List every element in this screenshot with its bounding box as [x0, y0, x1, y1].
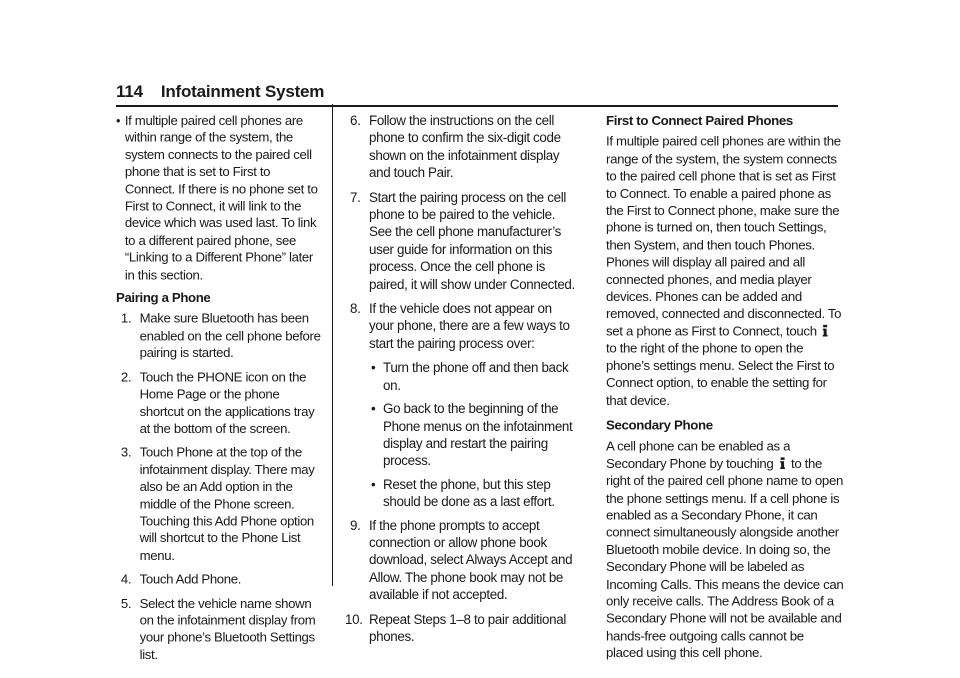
step-item: [116, 595, 323, 664]
step-text: Make sure Bluetooth has been enabled on the cell phone before pairing is started.: [139, 311, 321, 361]
sub-bullet-text: Turn the phone off and then back on.: [383, 360, 569, 393]
step-text: Touch the PHONE icon on the Home Page or the phone shortcut on the applications tray at the bottom of the screen.: [139, 369, 315, 436]
step-number: 5.: [120, 595, 132, 611]
step-number: 10.: [345, 611, 363, 627]
step-item: [345, 189, 577, 293]
column-divider: [332, 104, 333, 586]
step-item: [116, 571, 323, 588]
step-text: Touch Phone at the top of the infotainment display. There may also be an Add option in the middle of the Phone screen. Touching this Add Phone option will shortcut to the Phone List menu.: [139, 444, 315, 563]
paragraph: [606, 438, 843, 662]
step-text: If the vehicle does not appear on your phone, there are a few ways to start the pairing process over:: [369, 301, 570, 351]
step-item: [345, 517, 577, 604]
bullet-glyph: •: [116, 112, 121, 128]
step-text: If the phone prompts to accept connection or allow phone book download, select Always Accept and Allow. The phone book may not be available if not accepted.: [369, 517, 573, 603]
step-item: [116, 369, 323, 438]
sub-list-item: [345, 359, 577, 394]
list-item: [116, 112, 323, 283]
step-number: 6.: [350, 113, 361, 128]
section-title: Infotainment System: [160, 82, 325, 101]
page-number: 114: [116, 82, 143, 101]
paragraph-text: If multiple paired cell phones are within the range of the system, the system connects to the paired cell phone that is set as First to Connect. To enable a paired phone as the First to Connect phone, make sure the phone is turned on, then touch Settings, then System, and then touch Phones. Phones will display all paired and all connected phones, and media player devices. Phones can be added and removed, connected and disconnected. To set a phone as First to Connect, touch: [606, 134, 842, 339]
step-text: Select the vehicle name shown on the infotainment display from your phone’s Bluetooth Settings list.: [139, 595, 316, 662]
step-item: [116, 310, 323, 361]
column-right: [606, 112, 843, 670]
header-rule: [116, 105, 838, 107]
step-number: 4.: [120, 571, 132, 587]
paragraph-text: A cell phone can be enabled as a Secondary Phone by touching: [606, 438, 791, 471]
step-item: [345, 112, 577, 182]
column-left: [116, 112, 323, 670]
sub-list-item: [345, 476, 577, 511]
step-item: [116, 444, 323, 564]
paragraph: [606, 133, 843, 409]
page-header: [116, 82, 324, 102]
step-number: 7.: [350, 189, 361, 205]
bullet-glyph: •: [371, 476, 376, 492]
paragraph-text: to the right of the phone to open the phone’s settings menu. Select the First to Connect option, to enable the setting for that device.: [606, 340, 835, 408]
sub-bullet-text: Go back to the beginning of the Phone menus on the infotainment display and restart the pairing process.: [383, 401, 573, 469]
step-number: 8.: [350, 301, 361, 317]
sub-bullet-text: Reset the phone, but this step should be done as a last effort.: [383, 476, 555, 510]
step-text: Touch Add Phone.: [139, 571, 242, 587]
subheading-first-to-connect: First to Connect Paired Phones: [606, 112, 793, 128]
info-icon: [823, 325, 828, 337]
bullet-glyph: •: [371, 401, 376, 417]
step-number: 1.: [120, 311, 132, 327]
step-text: Follow the instructions on the cell phone to confirm the six-digit code shown on the infotainment display and touch Pair.: [369, 113, 561, 181]
step-text: Start the pairing process on the cell phone to be paired to the vehicle. See the cell phone manufacturer’s user guide for information on this process. Once the cell phone is paired, it will show under Connected.: [369, 189, 575, 292]
info-icon: [780, 457, 785, 469]
subheading-secondary-phone: Secondary Phone: [606, 417, 713, 433]
subheading-pairing-a-phone: Pairing a Phone: [116, 290, 211, 305]
paragraph-text: to the right of the paired cell phone name to open the phone settings menu. If a cell phone is enabled as a Secondary Phone, it can connect simultaneously alongside another Bluetooth mobile device. In doing so, the Secondary Phone will be labeled as Incoming Calls. This means the device can only receive calls. The Address Book of a Secondary Phone will not be available and hands-free outgoing calls cannot be placed using this cell phone.: [606, 456, 844, 661]
step-text: Repeat Steps 1–8 to pair additional phones.: [369, 611, 566, 644]
bullet-text: If multiple paired cell phones are within range of the system, the system connects to the paired cell phone that is set to First to Connect. If there is no phone set to First to Connect, it will link to the device which was used last. To link to a different paired phone, see “Linking to a Different Phone” later in this section.: [124, 112, 318, 282]
step-number: 3.: [120, 444, 132, 460]
step-item: [345, 300, 577, 352]
sub-list-item: [345, 400, 577, 470]
step-number: 2.: [120, 369, 132, 385]
step-item: [345, 611, 577, 646]
step-number: 9.: [350, 517, 361, 533]
bullet-glyph: •: [371, 360, 376, 376]
column-middle: [345, 112, 577, 652]
